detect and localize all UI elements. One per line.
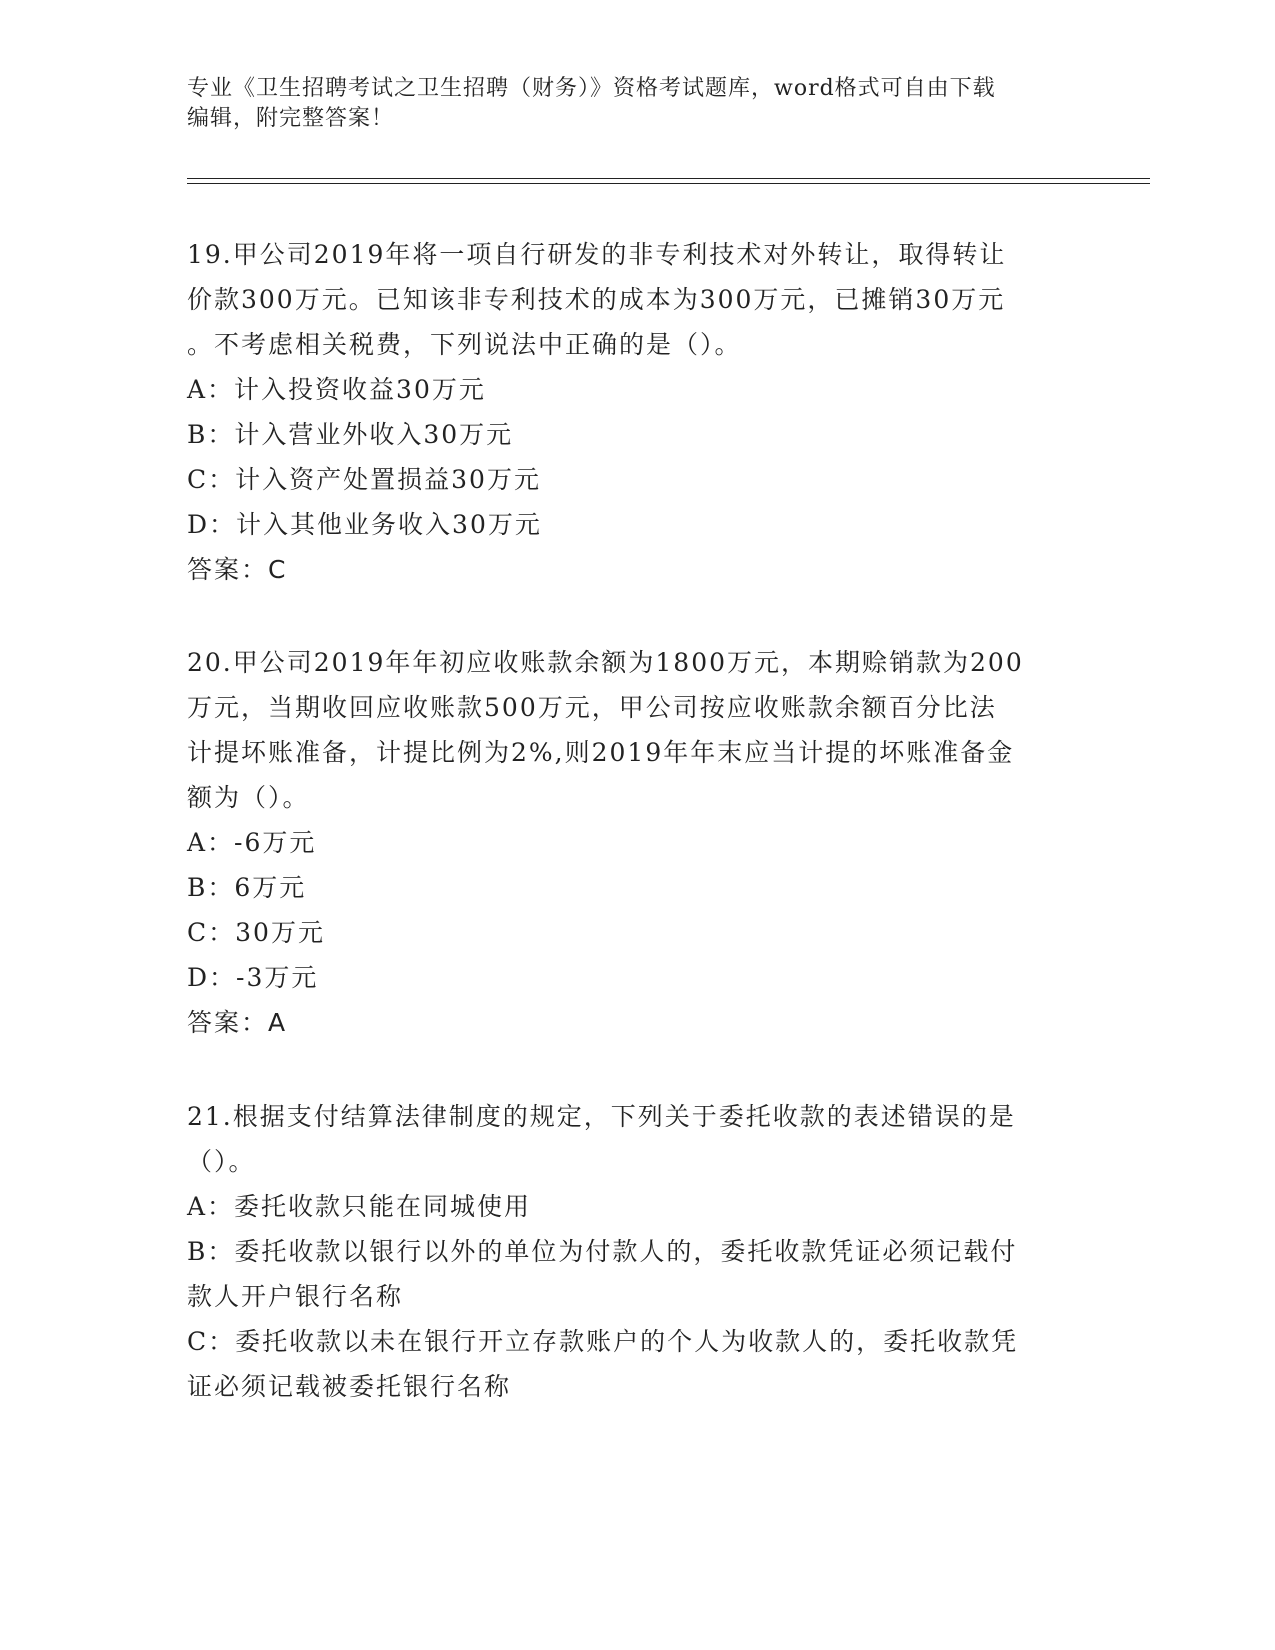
option-d: D：-3万元 [187,963,319,992]
question-stem-line: 21.根据支付结算法律制度的规定，下列关于委托收款的表述错误的是 [187,1102,1016,1131]
option-c-continued: 证必须记载被委托银行名称 [187,1372,512,1401]
question-stem-line: （）。 [187,1147,256,1176]
question-stem-line: 价款300万元。已知该非专利技术的成本为300万元，已摊销30万元 [187,285,1006,314]
question-19 [187,232,1067,592]
option-c: C：30万元 [187,918,325,947]
option-b: B：计入营业外收入30万元 [187,420,514,449]
answer-label: 答案：A [187,1008,288,1037]
document-header [187,74,1067,134]
option-d: D：计入其他业务收入30万元 [187,510,542,539]
question-stem-line: 额为（）。 [187,783,310,812]
option-b: B：委托收款以银行以外的单位为付款人的，委托收款凭证必须记载付 [187,1237,1018,1266]
question-stem-line: 计提坏账准备，计提比例为2%,则2019年年末应当计提的坏账准备金 [187,738,1015,767]
answer-label: 答案：C [187,555,288,584]
option-c: C：委托收款以未在银行开立存款账户的个人为收款人的，委托收款凭 [187,1327,1019,1356]
question-stem-line: 20.甲公司2019年年初应收账款余额为1800万元，本期赊销款为200 [187,648,1024,677]
question-20 [187,640,1067,1045]
question-stem-line: 。不考虑相关税费，下列说法中正确的是（）。 [187,330,742,359]
option-a: A：计入投资收益30万元 [187,375,486,404]
option-a: A：委托收款只能在同城使用 [187,1192,532,1221]
option-b-continued: 款人开户银行名称 [187,1282,404,1311]
header-divider [187,183,1150,184]
header-text-line: 编辑，附完整答案！ [187,106,395,131]
option-a: A：-6万元 [187,828,317,857]
question-21 [187,1094,1067,1409]
question-stem-line: 19.甲公司2019年将一项自行研发的非专利技术对外转让，取得转让 [187,240,1007,269]
option-c: C：计入资产处置损益30万元 [187,465,541,494]
option-b: B：6万元 [187,873,307,902]
question-stem-line: 万元，当期收回应收账款500万元，甲公司按应收账款余额百分比法 [187,693,997,722]
header-divider [187,178,1150,179]
header-text-line: 专业《卫生招聘考试之卫生招聘（财务）》资格考试题库，word格式可自由下载 [187,76,996,101]
